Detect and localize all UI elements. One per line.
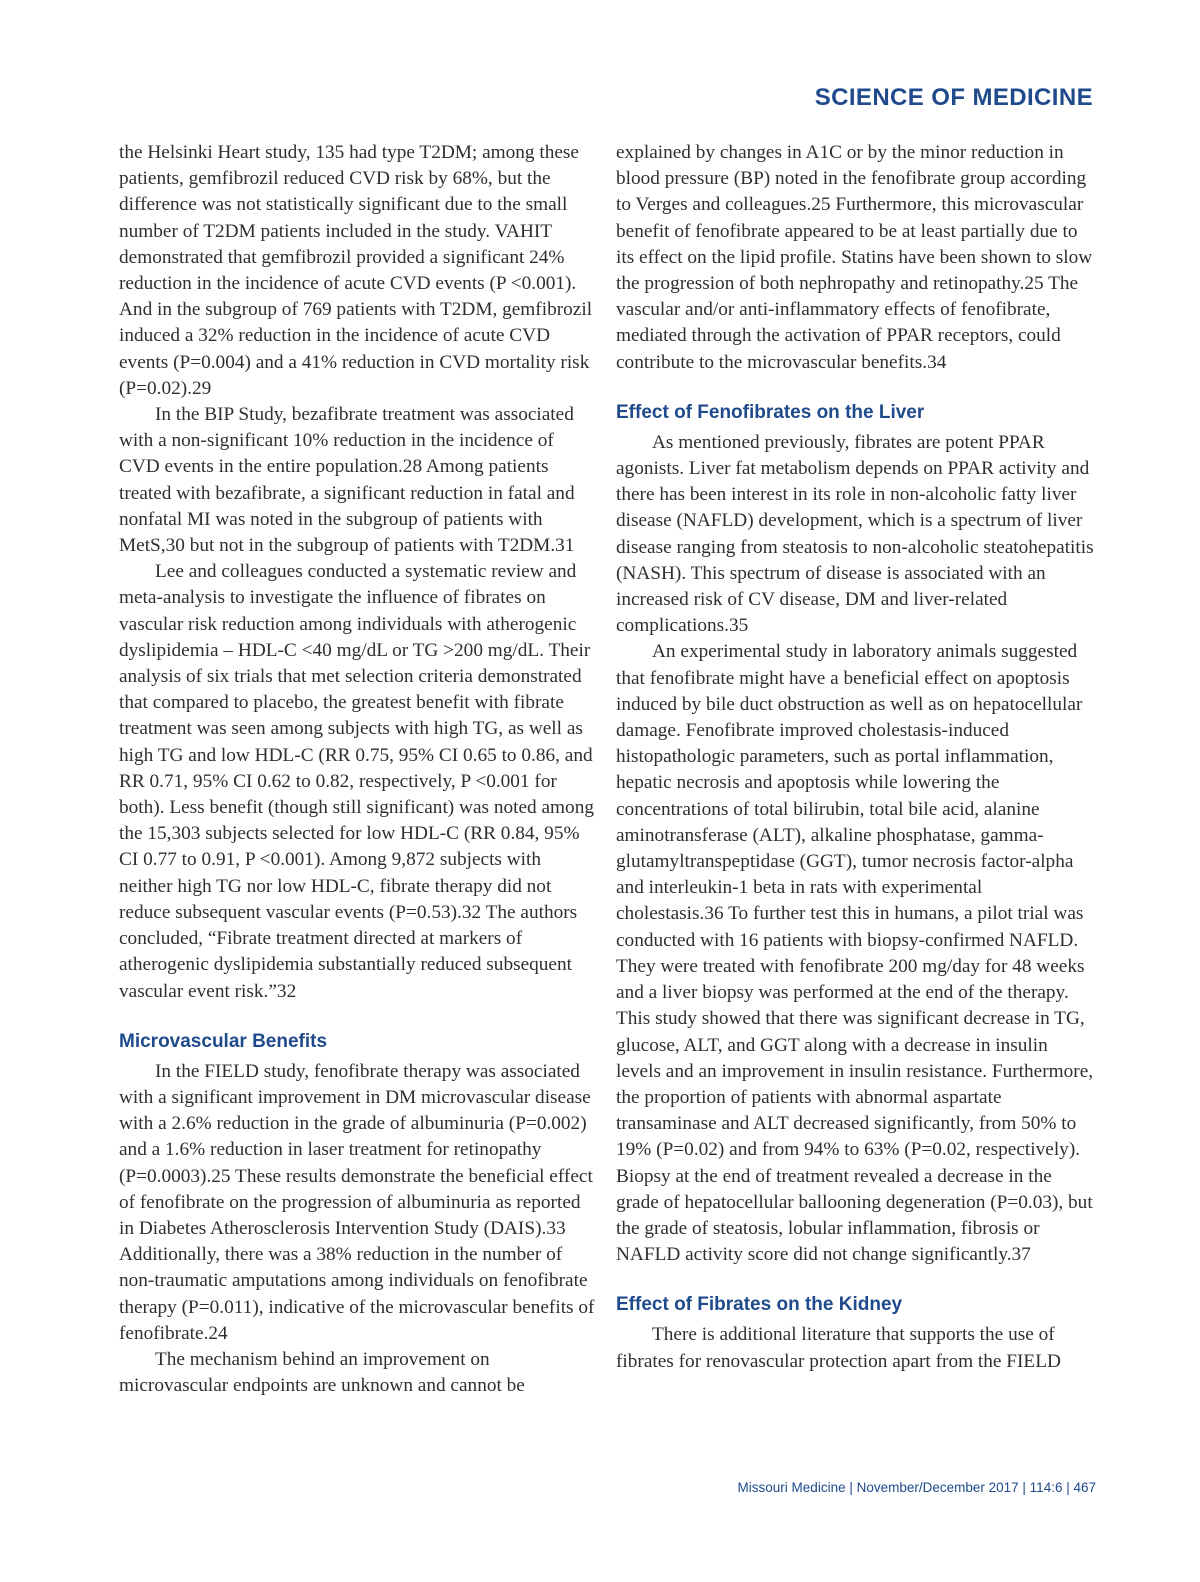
left-column (119, 140, 597, 1399)
paragraph: the Helsinki Heart study, 135 had type T2DM; among these patients, gemfibrozil reduced CVD risk by 68%, but the difference was not statistically significant due to the small number of T2DM patients included in the study. VAHIT demonstrated that gemfibrozil provided a significant 24% reduction in the incidence of acute CVD events (P <0.001). And in the subgroup of 769 patients with T2DM, gemfibrozil induced a 32% reduction in the incidence of acute CVD events (P=0.004) and a 41% reduction in CVD mortality risk (P=0.02).29 (119, 142, 593, 399)
paragraph: An experimental study in laboratory animals suggested that fenofibrate might have a beneficial effect on apoptosis induced by bile duct obstruction as well as on hepatocellular damage. Fenofibrate improved cholestasis-induced histopathologic parameters, such as portal inflammation, hepatic necrosis and apoptosis while lowering the concentrations of total bilirubin, total bile acid, alanine aminotransferase (ALT), alkaline phosphatase, gamma-glutamyltranspeptidase (GGT), tumor necrosis factor-alpha and interleukin-1 beta in rats with experimental cholestasis.36 To further test this in humans, a pilot trial was conducted with 16 patients with biopsy-confirmed NAFLD. They were treated with fenofibrate 200 mg/day for 48 weeks and a liver biopsy was performed at the end of the therapy. This study showed that there was significant decrease in TG, glucose, ALT, and GGT along with a decrease in insulin levels and an improvement in insulin resistance. Furthermore, the proportion of patients with abnormal aspartate transaminase and ALT decreased significantly, from 50% to 19% (P=0.02) and from 94% to 63% (P=0.02, respectively). Biopsy at the end of treatment revealed a decrease in the grade of hepatocellular ballooning degeneration (P=0.03), but the grade of steatosis, lobular inflammation, fibrosis or NAFLD activity score did not change significantly.37 (616, 641, 1094, 1266)
paragraph: explained by changes in A1C or by the minor reduction in blood pressure (BP) noted in the fenofibrate group according to Verges and colleagues.25 Furthermore, this microvascular benefit of fenofibrate appeared to be at least partially due to its effect on the lipid profile. Statins have been shown to slow the progression of both nephropathy and retinopathy.25 The vascular and/or anti-inflammatory effects of fenofibrate, mediated through the activation of PPAR receptors, could contribute to the microvascular benefits.34 (616, 142, 1093, 373)
right-column (616, 140, 1094, 1375)
section-heading: Microvascular Benefits (119, 1030, 328, 1052)
page-footer: Missouri Medicine | November/December 2017 | 114:6 | 467 (737, 1480, 1096, 1495)
section-header: SCIENCE OF MEDICINE (814, 84, 1093, 111)
section-heading: Effect of Fibrates on the Kidney (616, 1294, 903, 1316)
paragraph: As mentioned previously, fibrates are potent PPAR agonists. Liver fat metabolism depends on PPAR activity and there has been interest in its role in non-alcoholic fatty liver disease (NAFLD) development, which is a spectrum of liver disease ranging from steatosis to non-alcoholic steatohepatitis (NASH). This spectrum of disease is associated with an increased risk of CV disease, DM and liver-related complications.35 (616, 431, 1094, 637)
paragraph: Lee and colleagues conducted a systematic review and meta-analysis to investigate the influence of fibrates on vascular risk reduction among individuals with atherogenic dyslipidemia – HDL-C <40 mg/dL or TG >200 mg/dL. Their analysis of six trials that met selection criteria demonstrated that compared to placebo, the greatest benefit with fibrate treatment was seen among subjects with high TG, as well as high TG and low HDL-C (RR 0.75, 95% CI 0.65 to 0.86, and RR 0.71, 95% CI 0.62 to 0.82, respectively, P <0.001 for both). Less benefit (though still significant) was noted among the 15,303 subjects selected for low HDL-C (RR 0.84, 95% CI 0.77 to 0.91, P <0.001). Among 9,872 subjects with neither high TG nor low HDL-C, fibrate therapy did not reduce subsequent vascular events (P=0.53).32 The authors concluded, “Fibrate treatment directed at markers of atherogenic dyslipidemia substantially reduced subsequent vascular event risk.”32 (119, 561, 594, 1002)
section-heading: Effect of Fenofibrates on the Liver (616, 401, 925, 423)
paragraph: In the FIELD study, fenofibrate therapy was associated with a significant improvement in DM microvascular disease with a 2.6% reduction in the grade of albuminuria (P=0.002) and a 1.6% reduction in laser treatment for retinopathy (P=0.0003).25 These results demonstrate the beneficial effect of fenofibrate on the progression of albuminuria as reported in Diabetes Atherosclerosis Intervention Study (DAIS).33 Additionally, there was a 38% reduction in the number of non-traumatic amputations among individuals on fenofibrate therapy (P=0.011), indicative of the microvascular benefits of fenofibrate.24 (119, 1060, 595, 1344)
paragraph: The mechanism behind an improvement on microvascular endpoints are unknown and cannot be (119, 1348, 525, 1397)
paragraph: There is additional literature that supports the use of fibrates for renovascular protection apart from the FIELD (616, 1324, 1061, 1372)
paragraph: In the BIP Study, bezafibrate treatment was associated with a non-significant 10% reduction in the incidence of CVD events in the entire population.28 Among patients treated with bezafibrate, a significant reduction in fatal and nonfatal MI was noted in the subgroup of patients with MetS,30 but not in the subgroup of patients with T2DM.31 (119, 404, 575, 557)
